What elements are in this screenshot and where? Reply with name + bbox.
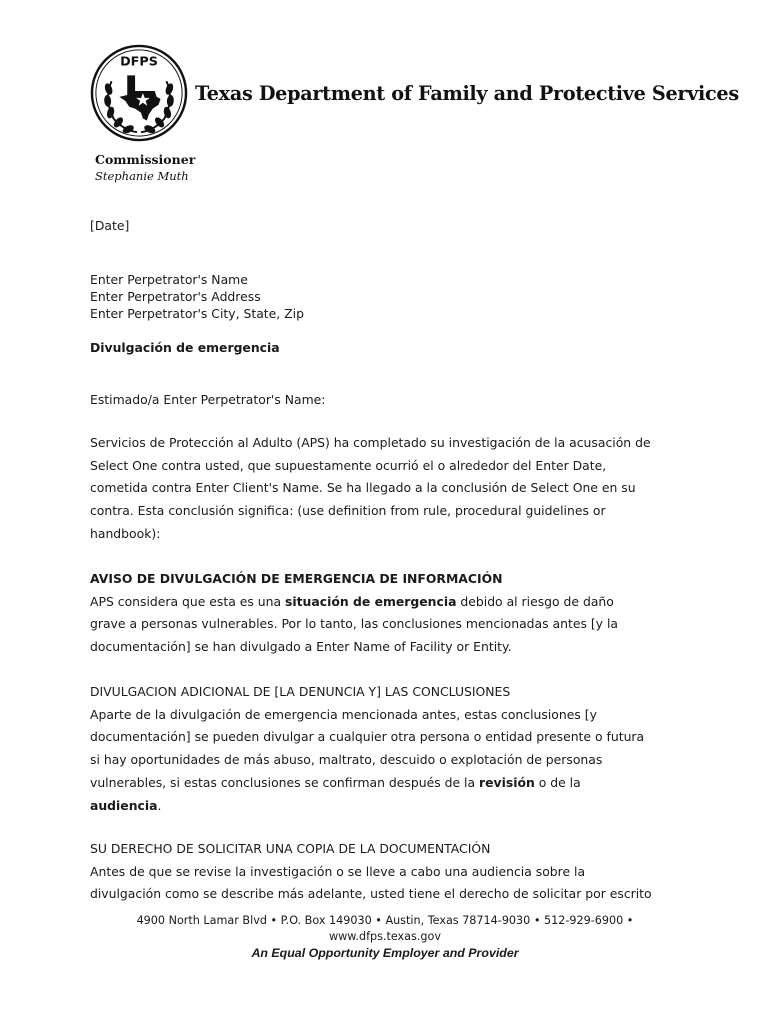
salutation: Estimado/a Enter Perpetrator's Name: xyxy=(90,392,326,407)
paragraph-line: si hay oportunidades de más abuso, maltrato, descuido o explotación de personas xyxy=(90,752,603,768)
paragraph-line: documentación] se han divulgado a Enter Name of Facility or Entity. xyxy=(90,639,512,655)
address-line: Enter Perpetrator's Name xyxy=(90,272,248,287)
text-run: . xyxy=(157,797,162,813)
paragraph-line: handbook): xyxy=(90,525,161,541)
bold-text-run: situación de emergencia xyxy=(285,593,457,609)
dfps-seal-logo xyxy=(90,44,188,142)
paragraph-line: contra. Esta conclusión significa: (use definition from rule, procedural guidelines or xyxy=(90,503,606,519)
text-run: APS considera que esta es una xyxy=(90,593,286,609)
footer-eeo-statement: An Equal Opportunity Employer and Provider xyxy=(251,946,519,960)
text-run: vulnerables, si estas conclusiones se confirman después de la xyxy=(90,774,479,790)
footer-contact xyxy=(0,913,770,945)
footer-website: www.dfps.texas.gov xyxy=(328,930,441,943)
paragraph-line: cometida contra Enter Client's Name. Se ha llegado a la conclusión de Select One en su xyxy=(90,480,636,496)
intro-paragraph xyxy=(90,432,651,546)
section-heading: DIVULGACION ADICIONAL DE [LA DENUNCIA Y] LAS CONCLUSIONES xyxy=(90,684,511,699)
paragraph-line xyxy=(90,772,644,795)
address-line: Enter Perpetrator's City, State, Zip xyxy=(90,306,304,321)
paragraph-line: Aparte de la divulgación de emergencia mencionada antes, estas conclusiones [y xyxy=(90,706,597,722)
text-run: o de la xyxy=(534,774,581,790)
paragraph-line: grave a personas vulnerables. Por lo tanto, las conclusiones mencionadas antes [y la xyxy=(90,616,618,632)
paragraph-line: Select One contra usted, que supuestamente ocurrió el o alrededor del Enter Date, xyxy=(90,457,607,473)
right-to-request-section xyxy=(90,838,652,906)
text-run: debido al riesgo de daño xyxy=(456,593,614,609)
bold-text-run: audiencia xyxy=(90,797,158,813)
address-line: Enter Perpetrator's Address xyxy=(90,289,261,304)
additional-disclosure-section xyxy=(90,681,644,817)
paragraph-line xyxy=(90,591,618,614)
svg-text:DFPS: DFPS xyxy=(120,54,158,70)
commissioner-title: Commissioner xyxy=(95,152,196,167)
paragraph-line: documentación] se pueden divulgar a cualquier otra persona o entidad presente o futura xyxy=(90,729,645,745)
commissioner-name: Stephanie Muth xyxy=(95,169,189,183)
bold-text-run: revisión xyxy=(479,774,535,790)
paragraph-line: Servicios de Protección al Adulto (APS) ha completado su investigación de la acusación de xyxy=(90,435,651,450)
emergency-disclosure-section xyxy=(90,568,618,659)
section-heading: AVISO DE DIVULGACIÓN DE EMERGENCIA DE INFORMACIÓN xyxy=(90,571,503,586)
letter-subject: Divulgación de emergencia xyxy=(90,340,280,355)
footer-address: 4900 North Lamar Blvd • P.O. Box 149030 • Austin, Texas 78714-9030 • 512-929-6900 • xyxy=(136,914,634,927)
paragraph-line xyxy=(90,795,644,818)
section-heading: SU DERECHO DE SOLICITAR UNA COPIA DE LA DOCUMENTACIÓN xyxy=(90,841,491,856)
letter-date: [Date] xyxy=(90,218,130,233)
paragraph-line: Antes de que se revise la investigación o se lleve a cabo una audiencia sobre la xyxy=(90,863,586,879)
recipient-address xyxy=(90,271,304,322)
agency-name: Texas Department of Family and Protective Services xyxy=(195,82,739,105)
paragraph-line: divulgación como se describe más adelante, usted tiene el derecho de solicitar por escrito xyxy=(90,886,652,902)
letterhead xyxy=(90,44,739,194)
